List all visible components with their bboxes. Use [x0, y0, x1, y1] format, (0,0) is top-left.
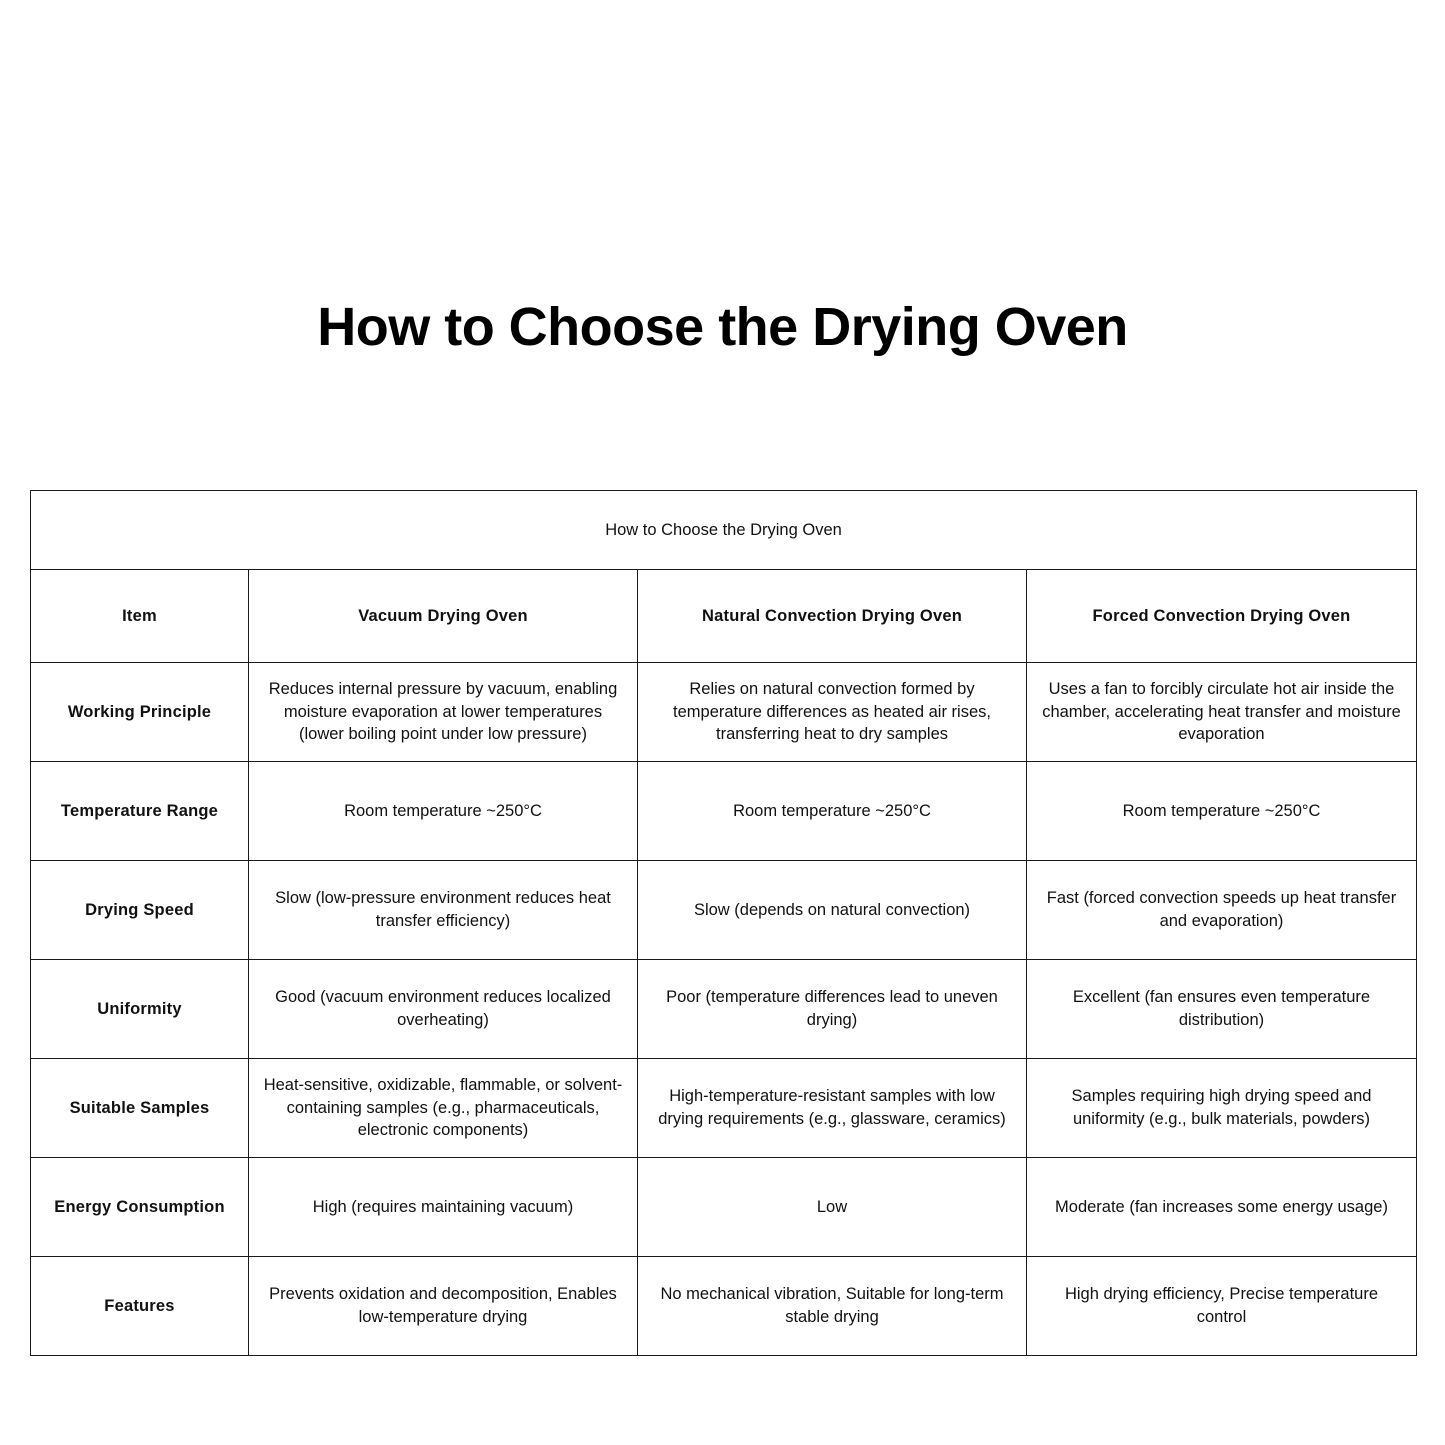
table-row	[31, 762, 1417, 861]
cell-temperature-range-vacuum: Room temperature ~250°C	[249, 762, 638, 861]
comparison-table-wrapper	[30, 490, 1416, 1356]
row-header-drying-speed: Drying Speed	[31, 861, 249, 960]
cell-uniformity-vacuum: Good (vacuum environment reduces localized overheating)	[249, 960, 638, 1059]
cell-uniformity-forced: Excellent (fan ensures even temperature distribution)	[1027, 960, 1417, 1059]
cell-suitable-samples-natural: High-temperature-resistant samples with low drying requirements (e.g., glassware, ceramics)	[638, 1059, 1027, 1158]
table-caption-row	[31, 491, 1417, 570]
cell-temperature-range-natural: Room temperature ~250°C	[638, 762, 1027, 861]
cell-energy-consumption-natural: Low	[638, 1158, 1027, 1257]
row-header-energy-consumption: Energy Consumption	[31, 1158, 249, 1257]
row-header-working-principle: Working Principle	[31, 663, 249, 762]
cell-drying-speed-natural: Slow (depends on natural convection)	[638, 861, 1027, 960]
cell-uniformity-natural: Poor (temperature differences lead to uneven drying)	[638, 960, 1027, 1059]
column-header-natural: Natural Convection Drying Oven	[638, 570, 1027, 663]
row-header-features: Features	[31, 1257, 249, 1356]
cell-working-principle-forced: Uses a fan to forcibly circulate hot air inside the chamber, accelerating heat transfer and moisture evaporation	[1027, 663, 1417, 762]
table-row	[31, 663, 1417, 762]
table-row	[31, 1257, 1417, 1356]
page-title: How to Choose the Drying Oven	[317, 297, 1128, 357]
cell-drying-speed-vacuum: Slow (low-pressure environment reduces heat transfer efficiency)	[249, 861, 638, 960]
cell-working-principle-vacuum: Reduces internal pressure by vacuum, enabling moisture evaporation at lower temperatures (lower boiling point under low pressure)	[249, 663, 638, 762]
cell-suitable-samples-vacuum: Heat-sensitive, oxidizable, flammable, or solvent-containing samples (e.g., pharmaceuticals, electronic components)	[249, 1059, 638, 1158]
table-row	[31, 861, 1417, 960]
cell-energy-consumption-vacuum: High (requires maintaining vacuum)	[249, 1158, 638, 1257]
cell-drying-speed-forced: Fast (forced convection speeds up heat transfer and evaporation)	[1027, 861, 1417, 960]
drying-oven-comparison-table	[30, 490, 1417, 1356]
cell-features-vacuum: Prevents oxidation and decomposition, Enables low-temperature drying	[249, 1257, 638, 1356]
table-caption: How to Choose the Drying Oven	[31, 491, 1417, 570]
table-row	[31, 1158, 1417, 1257]
column-header-forced: Forced Convection Drying Oven	[1027, 570, 1417, 663]
row-header-uniformity: Uniformity	[31, 960, 249, 1059]
column-header-item: Item	[31, 570, 249, 663]
cell-features-natural: No mechanical vibration, Suitable for long-term stable drying	[638, 1257, 1027, 1356]
cell-temperature-range-forced: Room temperature ~250°C	[1027, 762, 1417, 861]
row-header-suitable-samples: Suitable Samples	[31, 1059, 249, 1158]
row-header-temperature-range: Temperature Range	[31, 762, 249, 861]
cell-suitable-samples-forced: Samples requiring high drying speed and uniformity (e.g., bulk materials, powders)	[1027, 1059, 1417, 1158]
cell-features-forced: High drying efficiency, Precise temperature control	[1027, 1257, 1417, 1356]
table-header-row	[31, 570, 1417, 663]
cell-working-principle-natural: Relies on natural convection formed by temperature differences as heated air rises, transferring heat to dry samples	[638, 663, 1027, 762]
column-header-vacuum: Vacuum Drying Oven	[249, 570, 638, 663]
cell-energy-consumption-forced: Moderate (fan increases some energy usage)	[1027, 1158, 1417, 1257]
table-row	[31, 960, 1417, 1059]
table-row	[31, 1059, 1417, 1158]
